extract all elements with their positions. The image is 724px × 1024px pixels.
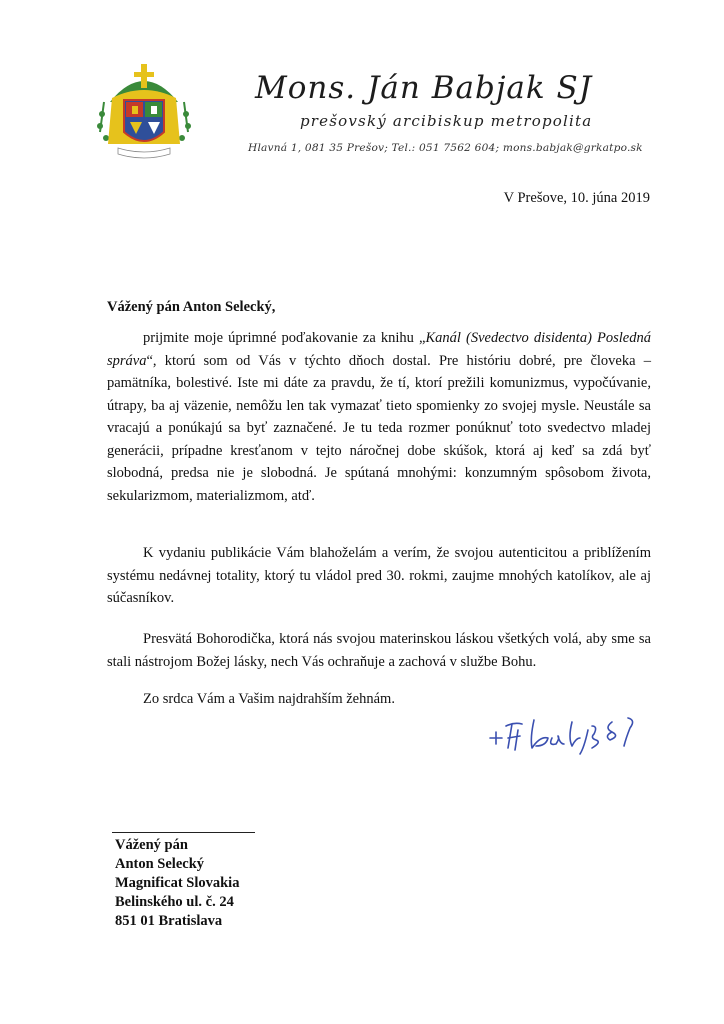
address-line: Magnificat Slovakia — [115, 875, 240, 891]
paragraph-1 — [107, 327, 651, 507]
address-divider — [112, 832, 255, 833]
address-line: Vážený pán — [115, 837, 188, 853]
paragraph-2: K vydaniu publikácie Vám blahoželám a verím, že svojou autenticitou a priblížením systému nedávnej totality, ktorý tu vládol pred 30. rokmi, zaujme mnohých katolíkov, ale aj súčasníkov. — [107, 545, 651, 606]
letterhead-title: prešovský arcibiskup metropolita — [300, 112, 593, 130]
paragraph-1-lead: prijmite moje úprimné poďakovanie za knihu „ — [143, 330, 426, 346]
letterhead-address: Hlavná 1, 081 35 Prešov; Tel.: 051 7562 604; mons.babjak@grkatpo.sk — [248, 142, 643, 154]
address-line: Belinského ul. č. 24 — [115, 894, 234, 910]
paragraph-1-body: “, ktorú som od Vás v týchto dňoch dostal. Pre históriu dobré, pre človeka – pamätníka, bolestivé. Iste mi dáte za pravdu, že tí, ktorí prežili komunizmus, vypočúvanie, útrapy, ba aj väzenie, nemôžu len tak vymazať tieto spomienky zo svojej mysle. Neustále sa vracajú a ponúkajú sa byť zaznačené. Je tu teda rozmer ponúknuť toto svedectvo mladej generácii, prípadne kresťanom v tejto náročnej dobe skúšok, ktorá aj keď sa zdá byť slobodná, predsa nie je slobodná. Je spútaná mnohými: konzumným spôsobom života, sekularizmom, materializmom, atď. — [107, 352, 651, 504]
address-line: 851 01 Bratislava — [115, 913, 223, 929]
paragraph-4: Zo srdca Vám a Vašim najdrahším žehnám. — [143, 691, 395, 707]
paragraph-3: Presvätá Bohorodička, ktorá nás svojou materinskou láskou všetkých volá, aby sme sa stali nástrojom Božej lásky, nech Vás ochraňuje a zachová v službe Bohu. — [107, 631, 651, 670]
handwritten-signature — [488, 708, 648, 756]
address-line: Anton Selecký — [115, 856, 205, 872]
letter-date: V Prešove, 10. júna 2019 — [503, 190, 650, 206]
letterhead-name: Mons. Ján Babjak SJ — [255, 70, 593, 106]
coat-of-arms-icon — [96, 62, 192, 162]
book-title: Kanál (Svedectvo disidenta) Posledná správa — [107, 330, 651, 369]
recipient-address — [115, 836, 239, 931]
salutation: Vážený pán Anton Selecký, — [107, 299, 276, 315]
